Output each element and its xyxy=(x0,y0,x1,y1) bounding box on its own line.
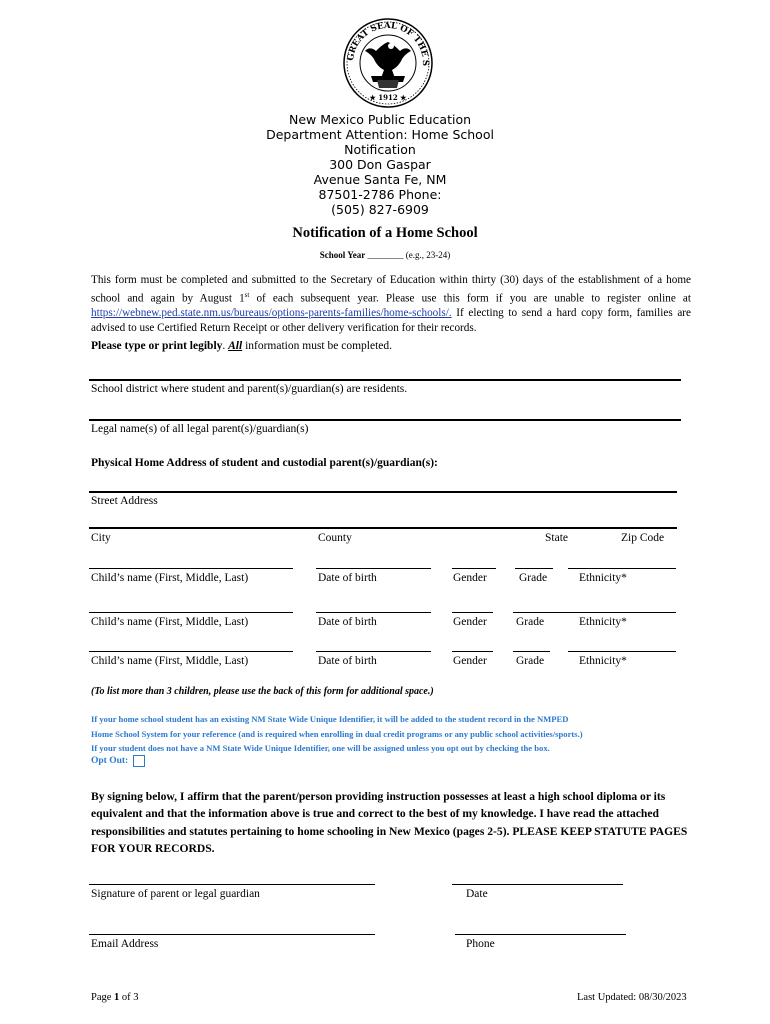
dept-line: (505) 827-6909 xyxy=(331,202,429,217)
child-name-field[interactable] xyxy=(89,651,293,652)
child-dob-field[interactable] xyxy=(316,651,431,652)
child-name-label: Child’s name (First, Middle, Last) xyxy=(91,616,249,628)
child-name-field[interactable] xyxy=(89,612,293,613)
legal-names-label: Legal name(s) of all legal parent(s)/guardian(s) xyxy=(91,423,309,435)
dept-line: 87501-2786 Phone: xyxy=(318,187,442,202)
legibly-all: All xyxy=(228,340,243,352)
child-dob-label: Date of birth xyxy=(318,572,377,584)
child-grade-label: Grade xyxy=(519,572,548,584)
form-title: Notification of a Home School xyxy=(292,225,478,241)
child-ethnicity-label: Ethnicity* xyxy=(579,616,627,628)
dept-line: Avenue Santa Fe, NM xyxy=(313,172,447,187)
date-field[interactable] xyxy=(452,884,623,885)
page-number xyxy=(91,992,139,1003)
child-ethnicity-label: Ethnicity* xyxy=(579,572,627,584)
signature-label: Signature of parent or legal guardian xyxy=(91,888,260,900)
child-gender-label: Gender xyxy=(453,655,487,667)
child-grade-label: Grade xyxy=(516,655,545,667)
home-schools-link[interactable]: https://webnew.ped.state.nm.us/bureaus/options-parents-families/home-schools/. xyxy=(91,306,452,319)
last-updated: Last Updated: 08/30/2023 xyxy=(577,992,687,1003)
child-ethnicity-label: Ethnicity* xyxy=(579,655,627,667)
legibility-instruction xyxy=(91,340,392,352)
city-label: City xyxy=(91,532,111,544)
child-ethnicity-field[interactable] xyxy=(568,651,676,652)
school-district-label: School district where student and parent(s)/guardian(s) are residents. xyxy=(91,383,408,395)
dept-line: New Mexico Public Education xyxy=(288,112,472,127)
page-of: of 3 xyxy=(119,992,139,1003)
intro-paragraph xyxy=(91,273,691,335)
state-label: State xyxy=(545,532,568,544)
child-ethnicity-field[interactable] xyxy=(568,568,676,569)
legibly-rest: information must be completed. xyxy=(242,340,392,352)
child-gender-field[interactable] xyxy=(452,568,496,569)
child-name-label: Child’s name (First, Middle, Last) xyxy=(91,655,249,667)
street-address-field[interactable] xyxy=(89,491,677,493)
child-gender-label: Gender xyxy=(453,572,487,584)
svg-text:★ 1912 ★: ★ 1912 ★ xyxy=(369,93,407,102)
legal-names-field[interactable] xyxy=(89,419,681,421)
child-name-label: Child’s name (First, Middle, Last) xyxy=(91,572,249,584)
child-grade-field[interactable] xyxy=(513,651,550,652)
child-dob-label: Date of birth xyxy=(318,616,377,628)
opt-out-checkbox[interactable] xyxy=(133,755,145,767)
phone-field[interactable] xyxy=(455,934,626,935)
nmped-identifier-notice xyxy=(91,712,691,756)
street-address-label: Street Address xyxy=(91,495,158,507)
date-label: Date xyxy=(466,888,488,900)
notice-line: Home School System for your reference (and is required when enrolling in dual credit programs or any public school activities/sports.) xyxy=(91,728,583,739)
child-grade-label: Grade xyxy=(516,616,545,628)
svg-text:GREAT SEAL OF THE STATE OF NEW: GREAT SEAL OF THE S xyxy=(345,20,431,67)
child-dob-field[interactable] xyxy=(316,612,431,613)
page-num: 1 xyxy=(114,992,120,1003)
email-label: Email Address xyxy=(91,938,159,950)
school-year-label: School Year xyxy=(319,250,366,260)
affirmation-statement: By signing below, I affirm that the parent/person providing instruction possesses at least a high school diploma or its equivalent and that the information above is true and correct to the best of my knowledge. I have read the attached responsibilities and statutes pertaining to home schooling in New Mexico (pages 2-5). PLEASE KEEP STATUTE PAGES FOR YOUR RECORDS. xyxy=(91,790,688,855)
dept-line: Department Attention: Home School xyxy=(266,127,494,142)
child-name-field[interactable] xyxy=(89,568,293,569)
notice-line: If your student does not have a NM State Wide Unique Identifier, one will be assigned unless you opt out by checking the box. xyxy=(91,743,550,753)
intro-text: If electing to send a hard copy form, families are advised to use Certified Return Receipt or other delivery verification for their records. xyxy=(91,306,691,334)
state-seal-logo xyxy=(343,18,433,108)
notice-line: If your home school student has an existing NM State Wide Unique Identifier, it will be added to the student record in the NMPED xyxy=(91,714,569,724)
child-dob-field[interactable] xyxy=(316,568,431,569)
department-address xyxy=(240,112,520,217)
more-children-note: (To list more than 3 children, please use the back of this form for additional space.) xyxy=(91,686,434,697)
school-year-line xyxy=(0,250,770,260)
child-grade-ethnicity-field[interactable] xyxy=(513,612,676,613)
child-grade-field[interactable] xyxy=(515,568,553,569)
zip-code-label: Zip Code xyxy=(621,532,665,544)
email-field[interactable] xyxy=(89,934,375,935)
school-year-field[interactable]: ________ xyxy=(367,250,404,260)
child-gender-field[interactable] xyxy=(452,651,493,652)
opt-out-label: Opt Out: xyxy=(91,756,129,766)
signature-field[interactable] xyxy=(89,884,375,885)
legibly-dot: . xyxy=(222,340,229,352)
legibly-bold: Please type or print legibly xyxy=(91,340,223,352)
address-heading: Physical Home Address of student and custodial parent(s)/guardian(s): xyxy=(91,457,438,469)
county-label: County xyxy=(318,532,352,544)
page-prefix: Page xyxy=(91,992,115,1003)
school-year-example: (e.g., 23-24) xyxy=(405,250,451,260)
child-dob-label: Date of birth xyxy=(318,655,377,667)
dept-line: 300 Don Gaspar xyxy=(329,157,431,172)
intro-text: This form must be completed and submitted to the Secretary of Education within thirty (30) days of the establishment of a home school and again by August 1 xyxy=(91,274,691,305)
school-district-field[interactable] xyxy=(89,379,681,381)
dept-line: Notification xyxy=(344,142,416,157)
child-gender-field[interactable] xyxy=(452,612,493,613)
phone-label: Phone xyxy=(466,938,495,950)
intro-sup: st xyxy=(244,290,250,299)
city-county-state-zip-field[interactable] xyxy=(89,527,677,529)
intro-text: of each subsequent year. Please use this form if you are unable to register online at xyxy=(249,292,691,305)
child-gender-label: Gender xyxy=(453,616,487,628)
